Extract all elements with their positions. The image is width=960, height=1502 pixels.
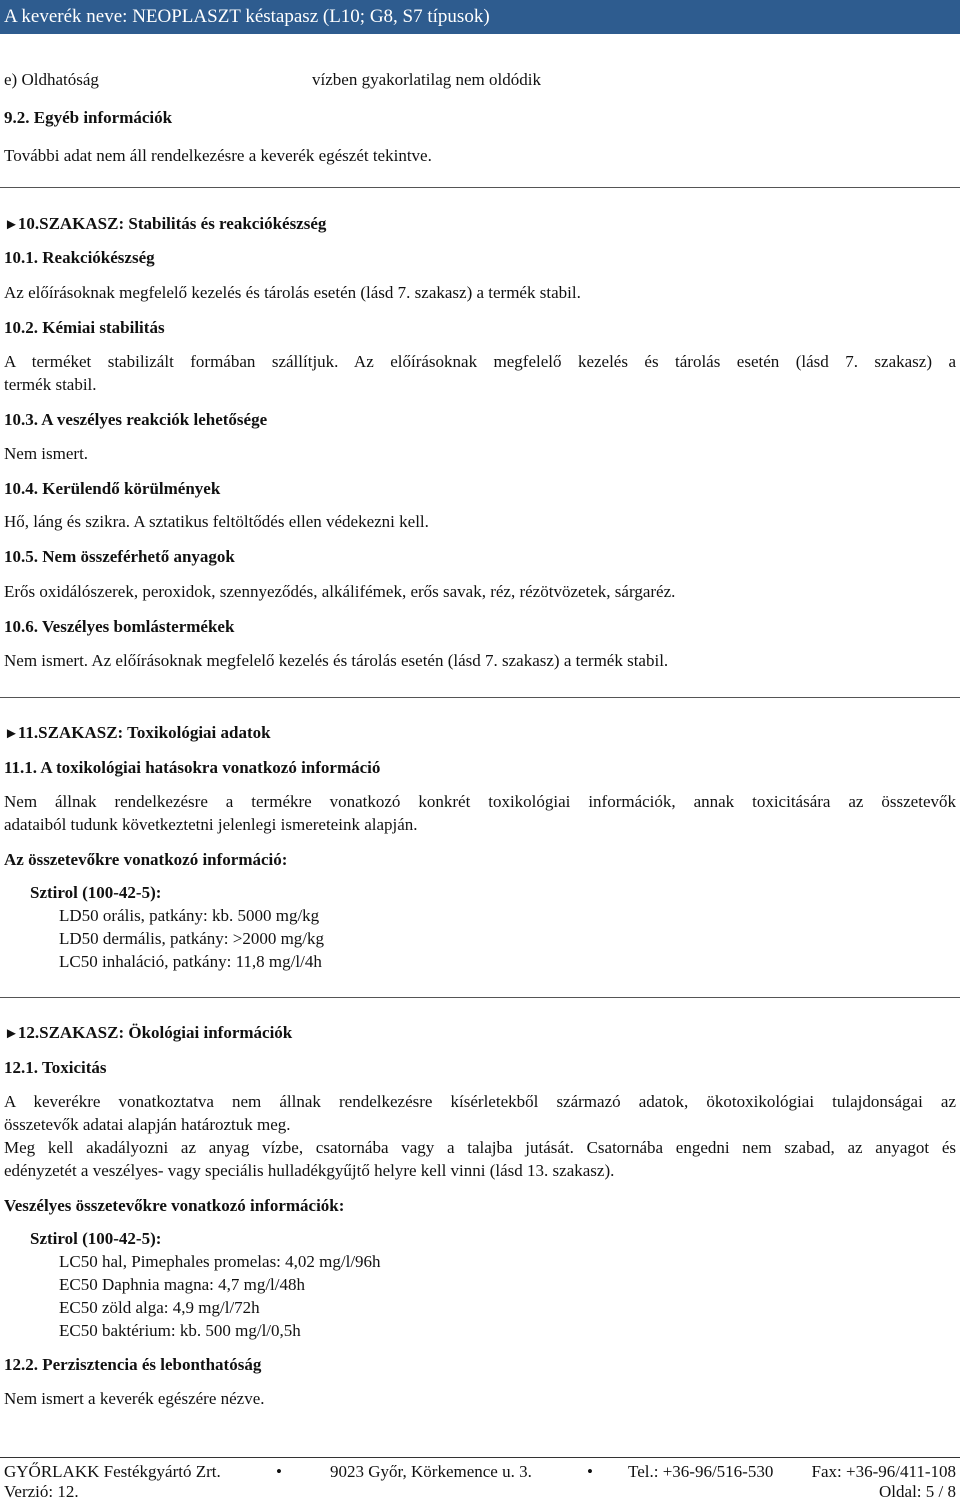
paragraph-12-2: Nem ismert a keverék egészére nézve. [4, 1389, 265, 1408]
paragraph-10-2-line2: termék stabil. [4, 375, 97, 394]
document-title: A keverék neve: NEOPLASZT késtapasz (L10; G8, S7 típusok) [4, 6, 490, 27]
eco-item: EC50 zöld alga: 4,9 mg/l/72h [59, 1298, 260, 1317]
heading-10-6: 10.6. Veszélyes bomlástermékek [4, 617, 235, 636]
heading-10-4: 10.4. Kerülendő körülmények [4, 479, 221, 498]
section-12-title [4, 1023, 292, 1044]
section-marker-icon: ► [4, 217, 18, 233]
footer-fax: Fax: +36-96/411-108 [811, 1462, 956, 1481]
paragraph-10-2-line1: A terméket stabilizált formában szállítjuk. Az előírásoknak megfelelő kezelés és tárolás esetén (lásd 7. szakasz) a [4, 352, 956, 371]
footer-bullet: • [587, 1462, 593, 1481]
footer-page-number: Oldal: 5 / 8 [879, 1482, 956, 1501]
eco-item: LC50 hal, Pimephales promelas: 4,02 mg/l/96h [59, 1252, 381, 1271]
paragraph-9-2: További adat nem áll rendelkezésre a keverék egészét tekintve. [4, 146, 432, 165]
paragraph-11-1-line1: Nem állnak rendelkezésre a termékre vonatkozó konkrét toxikológiai információk, annak toxicitására az összetevők [4, 792, 956, 811]
heading-10-1: 10.1. Reakciókészség [4, 248, 155, 267]
substance-name: Sztirol (100-42-5): [30, 883, 162, 902]
paragraph-12-1-line2: összetevők adatai alapján határoztuk meg. [4, 1115, 291, 1134]
heading-10-3: 10.3. A veszélyes reakciók lehetősége [4, 410, 268, 429]
hazard-heading: Veszélyes összetevőkre vonatkozó információk: [4, 1196, 345, 1215]
section-12-title-text: 12.SZAKASZ: Ökológiai információk [17, 1023, 293, 1042]
section-10-title-text: 10.SZAKASZ: Stabilitás és reakciókészség [17, 214, 327, 233]
section-marker-icon: ► [4, 726, 18, 742]
paragraph-10-1: Az előírásoknak megfelelő kezelés és tárolás esetén (lásd 7. szakasz) a termék stabil. [4, 283, 581, 302]
paragraph-10-4: Hő, láng és szikra. A sztatikus feltöltődés ellen védekezni kell. [4, 512, 429, 531]
tox-item: LD50 dermális, patkány: >2000 mg/kg [59, 929, 325, 948]
paragraph-10-3: Nem ismert. [4, 444, 89, 463]
paragraph-12-1-line3: Meg kell akadályozni az anyag vízbe, csatornába vagy a talajba jutását. Csatornába engedni nem szabad, az anyagot és [4, 1138, 956, 1157]
heading-12-1: 12.1. Toxicitás [4, 1058, 107, 1077]
eco-item: EC50 Daphnia magna: 4,7 mg/l/48h [59, 1275, 305, 1294]
paragraph-12-1-line4: edényzetét a veszélyes- vagy speciális hulladékgyűjtő helyre kell vinni (lásd 13. szakasz). [4, 1161, 615, 1180]
paragraph-11-1-line2: adataiból tudunk következtetni jelenlegi ismereteink alapján. [4, 815, 418, 834]
heading-11-1: 11.1. A toxikológiai hatásokra vonatkozó információ [4, 758, 381, 777]
section-11-title [4, 723, 271, 744]
paragraph-10-5: Erős oxidálószerek, peroxidok, szennyeződés, alkálifémek, erős savak, réz, rézötvözetek, sárgaréz. [4, 582, 676, 601]
tox-item: LC50 inhaláció, patkány: 11,8 mg/l/4h [59, 952, 322, 971]
section-divider [0, 697, 960, 698]
paragraph-10-6: Nem ismert. Az előírásoknak megfelelő kezelés és tárolás esetén (lásd 7. szakasz) a termék stabil. [4, 651, 669, 670]
footer-version: Verzió: 12. [4, 1482, 79, 1501]
solubility-label: e) Oldhatóság [4, 70, 99, 89]
heading-9-2: 9.2. Egyéb információk [4, 108, 173, 127]
paragraph-12-1-line1: A keverékre vonatkoztatva nem állnak rendelkezésre kísérletekből származó adatok, ökotoxikológiai tulajdonságai az [4, 1092, 956, 1111]
section-divider [0, 187, 960, 188]
tox-item: LD50 orális, patkány: kb. 5000 mg/kg [59, 906, 320, 925]
footer-divider [0, 1457, 960, 1458]
footer-address: 9023 Győr, Körkemence u. 3. [330, 1462, 532, 1481]
footer-bullet: • [276, 1462, 282, 1481]
solubility-value: vízben gyakorlatilag nem oldódik [312, 70, 541, 89]
section-divider [0, 997, 960, 998]
footer-phone: Tel.: +36-96/516-530 [628, 1462, 774, 1481]
heading-12-2: 12.2. Perzisztencia és lebonthatóság [4, 1355, 262, 1374]
footer-company: GYŐRLAKK Festékgyártó Zrt. [4, 1462, 221, 1481]
heading-10-2: 10.2. Kémiai stabilitás [4, 318, 165, 337]
section-marker-icon: ► [4, 1026, 18, 1042]
document-header [0, 0, 960, 34]
substance-name: Sztirol (100-42-5): [30, 1229, 162, 1248]
components-heading: Az összetevőkre vonatkozó információ: [4, 850, 288, 869]
heading-10-5: 10.5. Nem összeférhető anyagok [4, 547, 235, 566]
section-11-title-text: 11.SZAKASZ: Toxikológiai adatok [17, 723, 271, 742]
eco-item: EC50 baktérium: kb. 500 mg/l/0,5h [59, 1321, 301, 1340]
section-10-title [4, 214, 326, 235]
